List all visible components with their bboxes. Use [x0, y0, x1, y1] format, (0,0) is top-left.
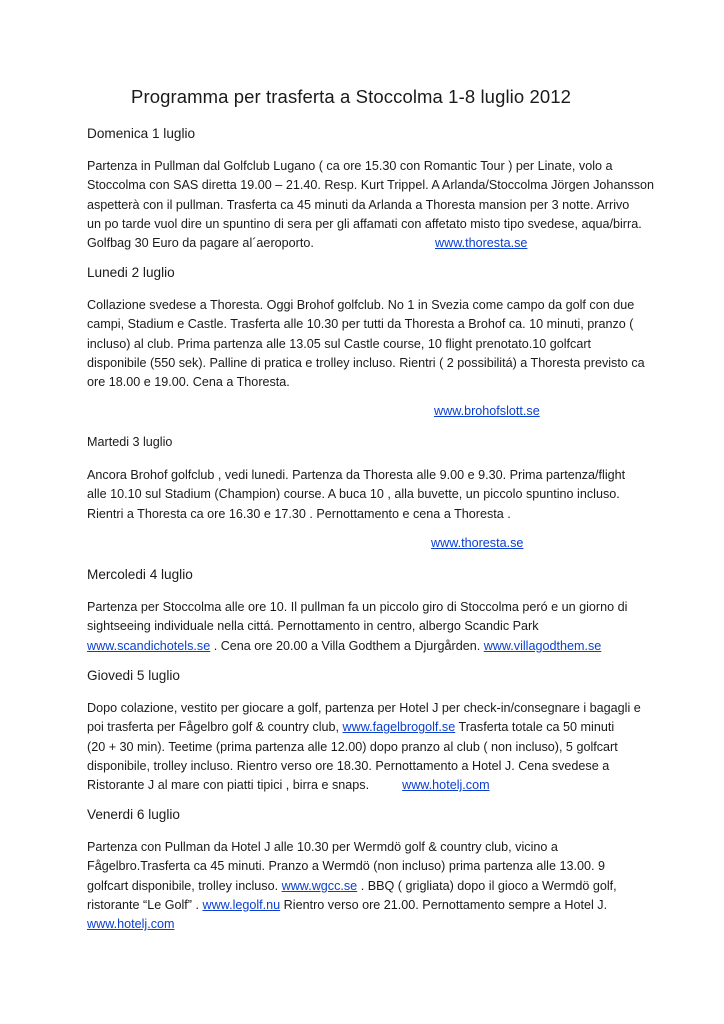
day-paragraph-mercoledi: [87, 598, 647, 656]
paragraph-text: Trasferta totale ca 50 minuti: [455, 720, 615, 735]
day-paragraph-martedi: [87, 466, 647, 524]
day-heading-lunedi: Lunedi 2 luglio: [87, 265, 175, 280]
brohofslott-link[interactable]: www.brohofslott.se: [434, 404, 540, 418]
thoresta-link[interactable]: www.thoresta.se: [431, 536, 524, 550]
paragraph-line: [87, 915, 647, 934]
day-heading-domenica: Domenica 1 luglio: [87, 126, 196, 141]
paragraph-line: Partenza per Stoccolma alle ore 10. Il pullman fa un piccolo giro di Stoccolma peró e un giorno di: [87, 600, 628, 614]
day-heading-venerdi: Venerdi 6 luglio: [87, 807, 180, 822]
paragraph-line: [87, 776, 647, 795]
day-heading-martedi: Martedi 3 luglio: [87, 435, 173, 449]
scandichotels-link[interactable]: www.scandichotels.se: [87, 638, 211, 653]
paragraph-text: . Cena ore 20.00 a Villa Godthem a Djurgården.: [210, 638, 484, 653]
day-heading-giovedi: Giovedi 5 luglio: [87, 668, 180, 683]
paragraph-line: disponibile (550 sek). Palline di pratica e trolley incluso. Rientri ( 2 possibilitá) a Thoresta previsto ca: [87, 355, 645, 370]
villagodthem-link[interactable]: www.villagodthem.se: [483, 638, 602, 653]
hotelj-link[interactable]: www.hotelj.com: [402, 778, 490, 793]
paragraph-line: [87, 718, 647, 737]
paragraph-text: poi trasferta per Fågelbro golf & country club,: [87, 720, 343, 735]
day-paragraph-domenica: [87, 157, 655, 253]
paragraph-text: Ristorante J al mare con piatti tipici , birra e snaps.: [87, 778, 370, 793]
paragraph-line: un po tarde vuol dire un spuntino di sera per gli affamati con affetato misto tipo svedese, aqua/birra.: [87, 216, 642, 231]
paragraph-line: aspetterà con il pullman. Trasferta ca 45 minuti da Arlanda a Thoresta mansion per 3 notte. Arrivo: [87, 197, 630, 212]
paragraph-line: Ancora Brohof golfclub , vedi lunedi. Partenza da Thoresta alle 9.00 e 9.30. Prima partenza/flight: [87, 468, 626, 482]
paragraph-line: Partenza in Pullman dal Golfclub Lugano ( ca ore 15.30 con Romantic Tour ) per Linate, volo a: [87, 159, 613, 173]
day-paragraph-lunedi: [87, 296, 647, 392]
fagelbrogolf-link[interactable]: www.fagelbrogolf.se: [342, 720, 456, 735]
paragraph-line: [87, 896, 647, 915]
paragraph-text: ristorante “Le Golf” .: [87, 897, 203, 912]
paragraph-text: . BBQ ( grigliata) dopo il gioco a Wermdö golf,: [357, 878, 617, 893]
paragraph-line: Dopo colazione, vestito per giocare a golf, partenza per Hotel J per check-in/consegnare i bagagli e: [87, 701, 641, 715]
paragraph-line: Collazione svedese a Thoresta. Oggi Brohof golfclub. No 1 in Svezia come campo da golf con due: [87, 298, 635, 312]
paragraph-line: ore 18.00 e 19.00. Cena a Thoresta.: [87, 375, 290, 390]
paragraph-text: Golfbag 30 Euro da pagare al´aeroporto.: [87, 236, 314, 251]
paragraph-line: Stoccolma con SAS diretta 19.00 – 21.40. Resp. Kurt Trippel. A Arlanda/Stoccolma Jörgen Johansson: [87, 178, 655, 193]
paragraph-line: incluso) al club. Prima partenza alle 13.05 sul Castle course, 10 flight prenotato.10 golfcart: [87, 336, 592, 351]
document-title: Programma per trasferta a Stoccolma 1-8 luglio 2012: [131, 86, 572, 107]
paragraph-line: alle 10.10 sul Stadium (Champion) course. A buca 10 , alla buvette, un piccolo spuntino incluso.: [87, 487, 620, 502]
legolf-link[interactable]: www.legolf.nu: [202, 897, 281, 912]
day-heading-mercoledi: Mercoledi 4 luglio: [87, 567, 193, 582]
wgcc-link[interactable]: www.wgcc.se: [281, 878, 358, 893]
paragraph-line: disponibile, trolley incluso. Rientro verso ore 18.30. Pernottamento a Hotel J. Cena svedese a: [87, 758, 610, 773]
thoresta-link[interactable]: www.thoresta.se: [435, 236, 528, 250]
hotelj-link[interactable]: www.hotelj.com: [87, 917, 175, 932]
paragraph-line: [87, 637, 647, 656]
paragraph-line: Partenza con Pullman da Hotel J alle 10.30 per Wermdö golf & country club, vicino a: [87, 840, 558, 854]
paragraph-line: (20 + 30 min). Teetime (prima partenza alle 12.00) dopo pranzo al club ( non incluso), 5 golfcart: [87, 739, 618, 754]
paragraph-line: sightseeing individuale nella cittá. Pernottamento in centro, albergo Scandic Park: [87, 619, 539, 634]
day-paragraph-venerdi: [87, 838, 647, 934]
paragraph-line: Fågelbro.Trasferta ca 45 minuti. Pranzo a Wermdö (non incluso) prima partenza alle 13.00. 9: [87, 859, 605, 874]
paragraph-line: Rientri a Thoresta ca ore 16.30 e 17.30 . Pernottamento e cena a Thoresta .: [87, 506, 511, 521]
paragraph-text: golfcart disponibile, trolley incluso.: [87, 878, 282, 893]
paragraph-line: [87, 234, 647, 253]
paragraph-text: Rientro verso ore 21.00. Pernottamento sempre a Hotel J.: [280, 897, 608, 912]
paragraph-line: campi, Stadium e Castle. Trasferta alle 10.30 per tutti da Thoresta a Brohof ca. 10 minuti, pranzo (: [87, 317, 634, 332]
paragraph-line: [87, 877, 647, 896]
day-paragraph-giovedi: [87, 699, 647, 795]
